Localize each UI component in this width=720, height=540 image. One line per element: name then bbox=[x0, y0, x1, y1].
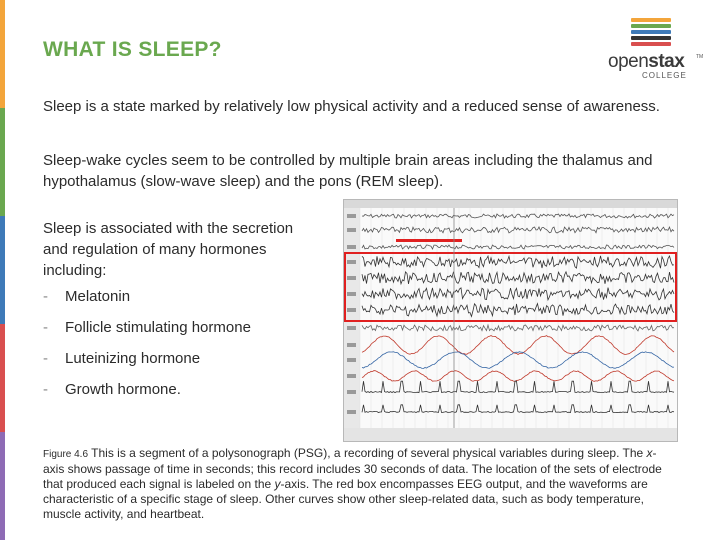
psg-trace bbox=[362, 304, 674, 317]
psg-trace bbox=[362, 336, 674, 355]
logo-college: COLLEGE bbox=[642, 71, 687, 80]
paragraph-hormones: Sleep is associated with the secretion and regulation of many hormones including: bbox=[43, 220, 294, 279]
psg-trace bbox=[362, 227, 674, 233]
psg-trace bbox=[362, 325, 674, 331]
polysomnograph-image bbox=[343, 199, 678, 442]
logo-wordmark: openstax bbox=[608, 51, 685, 72]
accent-stripe bbox=[0, 0, 5, 540]
logo-stripes-icon bbox=[631, 18, 671, 48]
openstax-logo bbox=[604, 18, 704, 80]
figure-caption: Figure 4.6 This is a segment of a polysonograph (PSG), a recording of several physical variables during sleep. The x-axis shows passage of time in seconds; this record includes 30 seconds of data. The location of the sets of electrode that produced each signal is labeled on the y-axis. The red box encompasses EEG output, and the waveforms are characteristic of a specific stage of sleep. Other curves show other sleep-related data, such as body temperature, muscle activity, and heartbeat. bbox=[43, 446, 662, 521]
paragraph-brain-areas: Sleep-wake cycles seem to be controlled by multiple brain areas including the thalamus and hypothalamus (slow-wave sleep) and the pons (REM sleep). bbox=[43, 152, 653, 190]
psg-trace bbox=[362, 214, 674, 218]
psg-trace bbox=[362, 288, 674, 300]
paragraph-definition: Sleep is a state marked by relatively low physical activity and a reduced sense of awareness. bbox=[43, 98, 660, 115]
hormone-list bbox=[43, 288, 251, 412]
list-item: - Growth hormone. bbox=[43, 381, 181, 398]
slide-title: WHAT IS SLEEP? bbox=[43, 38, 222, 61]
psg-trace bbox=[362, 371, 674, 382]
psg-traces bbox=[344, 200, 677, 441]
eeg-marker bbox=[396, 239, 462, 242]
psg-trace bbox=[362, 256, 674, 268]
psg-trace bbox=[362, 381, 674, 392]
psg-trace bbox=[362, 272, 674, 284]
psg-trace bbox=[362, 245, 674, 249]
list-item: - Melatonin bbox=[43, 288, 131, 305]
list-item: - Follicle stimulating hormone bbox=[43, 319, 251, 336]
logo-trademark: TM bbox=[696, 54, 704, 60]
psg-trace bbox=[362, 405, 674, 413]
list-item: - Luteinizing hormone bbox=[43, 350, 201, 367]
